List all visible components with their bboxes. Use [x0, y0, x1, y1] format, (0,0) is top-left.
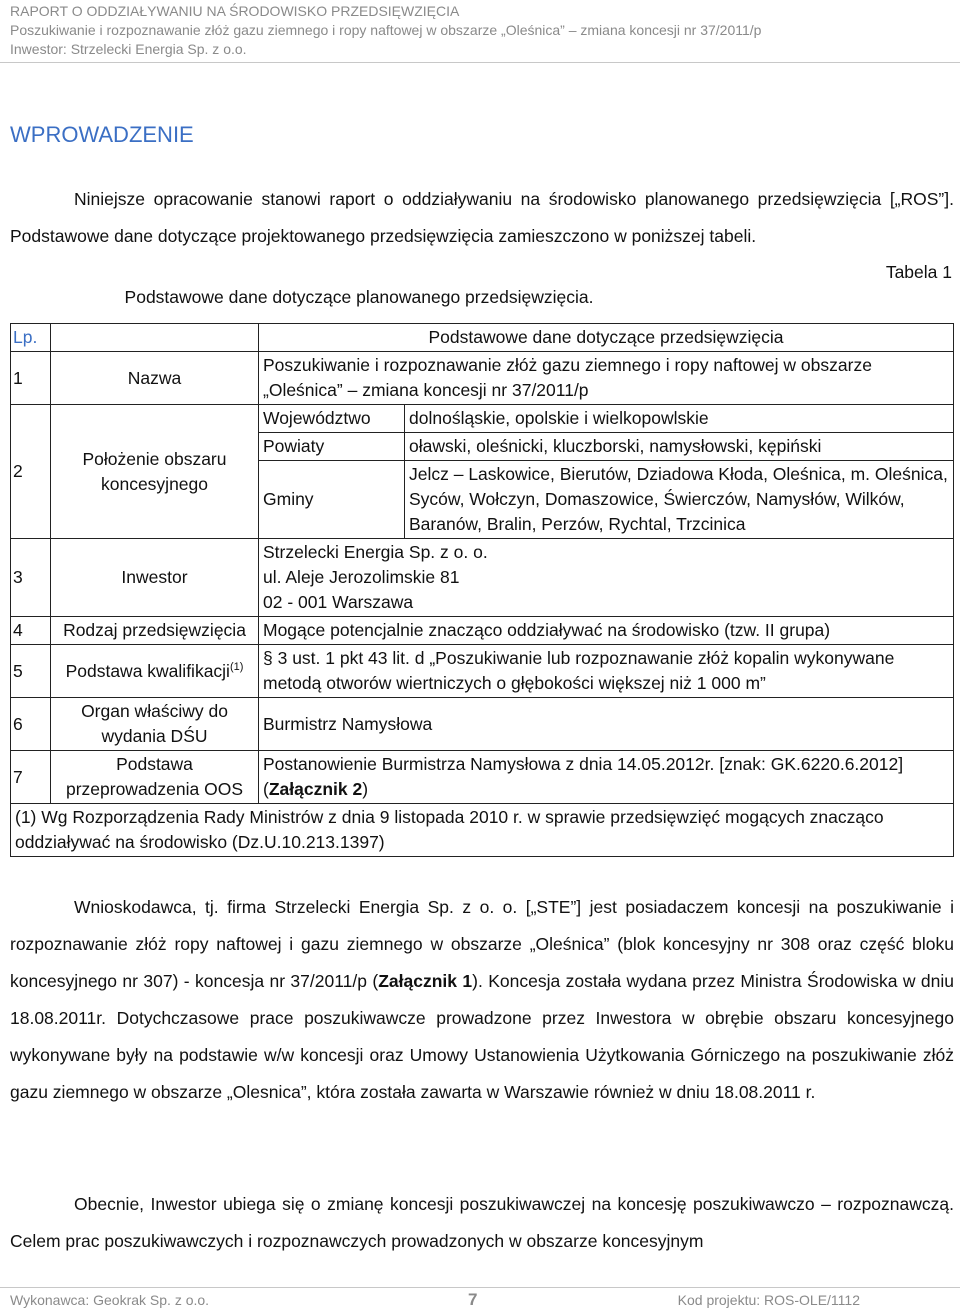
row-label: Położenie obszaru koncesyjnego	[51, 405, 259, 539]
row-value	[259, 751, 954, 804]
row-label-text: Podstawa kwalifikacji	[65, 660, 230, 681]
footer-contractor: Wykonawca: Geokrak Sp. z o.o.	[10, 1292, 210, 1308]
header-lp: Lp.	[11, 324, 51, 352]
attachment-1-ref: Załącznik 1	[378, 971, 473, 991]
row-number: 6	[11, 698, 51, 751]
table-row	[11, 405, 954, 433]
basis-attachment	[263, 777, 949, 802]
header-divider	[0, 62, 960, 63]
current-status-paragraph	[10, 1186, 954, 1260]
row-number: 3	[11, 539, 51, 617]
row-number: 4	[11, 617, 51, 645]
sub-value-wojewodztwo: dolnośląskie, opolskie i wielkopowlskie	[405, 405, 954, 433]
row-label: Nazwa	[51, 352, 259, 405]
intro-text: Niniejsze opracowanie stanowi raport o oddziaływaniu na środowisko planowanego przedsięwzięcia [„ROS”]. Podstawowe dane dotyczące projektowanego przedsięwzięcia zamieszczono w poniższej tabeli.	[10, 189, 954, 246]
row-label	[51, 645, 259, 698]
table-number-label: Tabela 1	[885, 262, 952, 282]
header-subtitle: Poszukiwanie i rozpoznawanie złóż gazu ziemnego i ropy naftowej w obszarze „Oleśnica” – zmiana koncesji nr 37/2011/p	[10, 22, 762, 38]
table-row	[11, 751, 954, 804]
table-footnote: (1) Wg Rozporządzenia Rady Ministrów z dnia 9 listopada 2010 r. w sprawie przedsięwzięć mogących znacząco oddziaływać na środowisko (Dz.U.10.213.1397)	[11, 804, 954, 857]
row-value: § 3 ust. 1 pkt 43 lit. d „Poszukiwanie lub rozpoznawanie złóż kopalin wykonywane metodą otworów wiertniczych o głębokości większej niż 1 000 m”	[259, 645, 954, 698]
attachment-paren-close: )	[362, 779, 369, 799]
header-title: Podstawowe dane dotyczące przedsięwzięcia	[259, 324, 954, 352]
row-value: Mogące potencjalnie znacząco oddziaływać na środowisko (tzw. II grupa)	[259, 617, 954, 645]
sub-label-wojewodztwo: Województwo	[259, 405, 405, 433]
intro-paragraph	[10, 181, 954, 255]
basis-decision: Postanowienie Burmistrza Namysłowa z dnia 14.05.2012r. [znak: GK.6220.6.2012]	[263, 754, 904, 774]
footer-project-code: Kod projektu: ROS-OLE/1112	[677, 1292, 860, 1308]
row-label: Podstawa przeprowadzenia OOS	[51, 751, 259, 804]
row-value: Poszukiwanie i rozpoznawanie złóż gazu ziemnego i ropy naftowej w obszarze „Oleśnica” – zmiana koncesji nr 37/2011/p	[259, 352, 954, 405]
footnote-marker: (1)	[229, 660, 244, 673]
row-number: 5	[11, 645, 51, 698]
header-empty	[51, 324, 259, 352]
section-heading: WPROWADZENIE	[10, 122, 194, 147]
current-status-text: Obecnie, Inwestor ubiega się o zmianę koncesji poszukiwawczej na koncesję poszukiwawczo – rozpoznawczą. Celem prac poszukiwawczych i rozpoznawczych prowadzonych w obszarze koncesyjnym	[10, 1194, 954, 1251]
sub-label-gminy: Gminy	[259, 461, 405, 539]
sub-value-powiaty: oławski, oleśnicki, kluczborski, namysłowski, kępiński	[405, 433, 954, 461]
concession-text-2: ). Koncesja została wydana przez Ministra Środowiska w dniu 18.08.2011r. Dotychczasowe prace poszukiwawcze prowadzone przez Inwestora w obrębie obszaru koncesyjnego wykonywane były na podstawie w/w koncesji oraz Umowy Ustanowienia Użytkowania Górniczego na poszukiwanie złóż gazu ziemnego w obszarze „Olesnica”, która została zawarta w Warszawie również w dniu 18.08.2011 r.	[10, 971, 954, 1102]
project-data-table	[10, 323, 954, 857]
attachment-paren-open: (	[263, 779, 269, 799]
table-row	[11, 645, 954, 698]
table-row	[11, 698, 954, 751]
table-caption: Podstawowe dane dotyczące planowanego przedsięwzięcia.	[124, 287, 594, 307]
footer-divider	[0, 1287, 960, 1288]
concession-paragraph	[10, 889, 954, 1111]
header-investor: Inwestor: Strzelecki Energia Sp. z o.o.	[10, 41, 247, 57]
table-header-row	[11, 324, 954, 352]
table-row	[11, 617, 954, 645]
document-header	[10, 2, 761, 59]
row-label: Organ właściwy do wydania DŚU	[51, 698, 259, 751]
sub-label-powiaty: Powiaty	[259, 433, 405, 461]
row-number: 2	[11, 405, 51, 539]
investor-name: Strzelecki Energia Sp. z o. o.	[263, 542, 488, 562]
table-footnote-row	[11, 804, 954, 857]
row-number: 7	[11, 751, 51, 804]
page-number: 7	[468, 1290, 478, 1309]
concession-text-1: Wnioskodawca, tj. firma Strzelecki Energia Sp. z o. o. [„STE”] jest posiadaczem koncesji na poszukiwanie i rozpoznawanie złóż ropy naftowej i gazu ziemnego w obszarze „Oleśnica” (blok koncesyjny nr 308 oraz część bloku koncesyjnego nr 307) - koncesja nr 37/2011/p (	[10, 897, 954, 991]
row-value-investor	[259, 539, 954, 617]
row-value: Burmistrz Namysłowa	[259, 698, 954, 751]
row-label: Rodzaj przedsięwzięcia	[51, 617, 259, 645]
investor-street: ul. Aleje Jerozolimskie 81	[263, 567, 460, 587]
sub-value-gminy: Jelcz – Laskowice, Bierutów, Dziadowa Kłoda, Oleśnica, m. Oleśnica, Syców, Wołczyn, Domaszowice, Świerczów, Namysłów, Wilków, Baranów, Bralin, Perzów, Rychtal, Trzcinica	[405, 461, 954, 539]
row-label: Inwestor	[51, 539, 259, 617]
table-row	[11, 352, 954, 405]
row-number: 1	[11, 352, 51, 405]
header-title: RAPORT O ODDZIAŁYWANIU NA ŚRODOWISKO PRZEDSIĘWZIĘCIA	[10, 3, 460, 19]
table-row	[11, 539, 954, 617]
investor-city: 02 - 001 Warszawa	[263, 592, 414, 612]
attachment-ref: Załącznik 2	[268, 779, 363, 799]
